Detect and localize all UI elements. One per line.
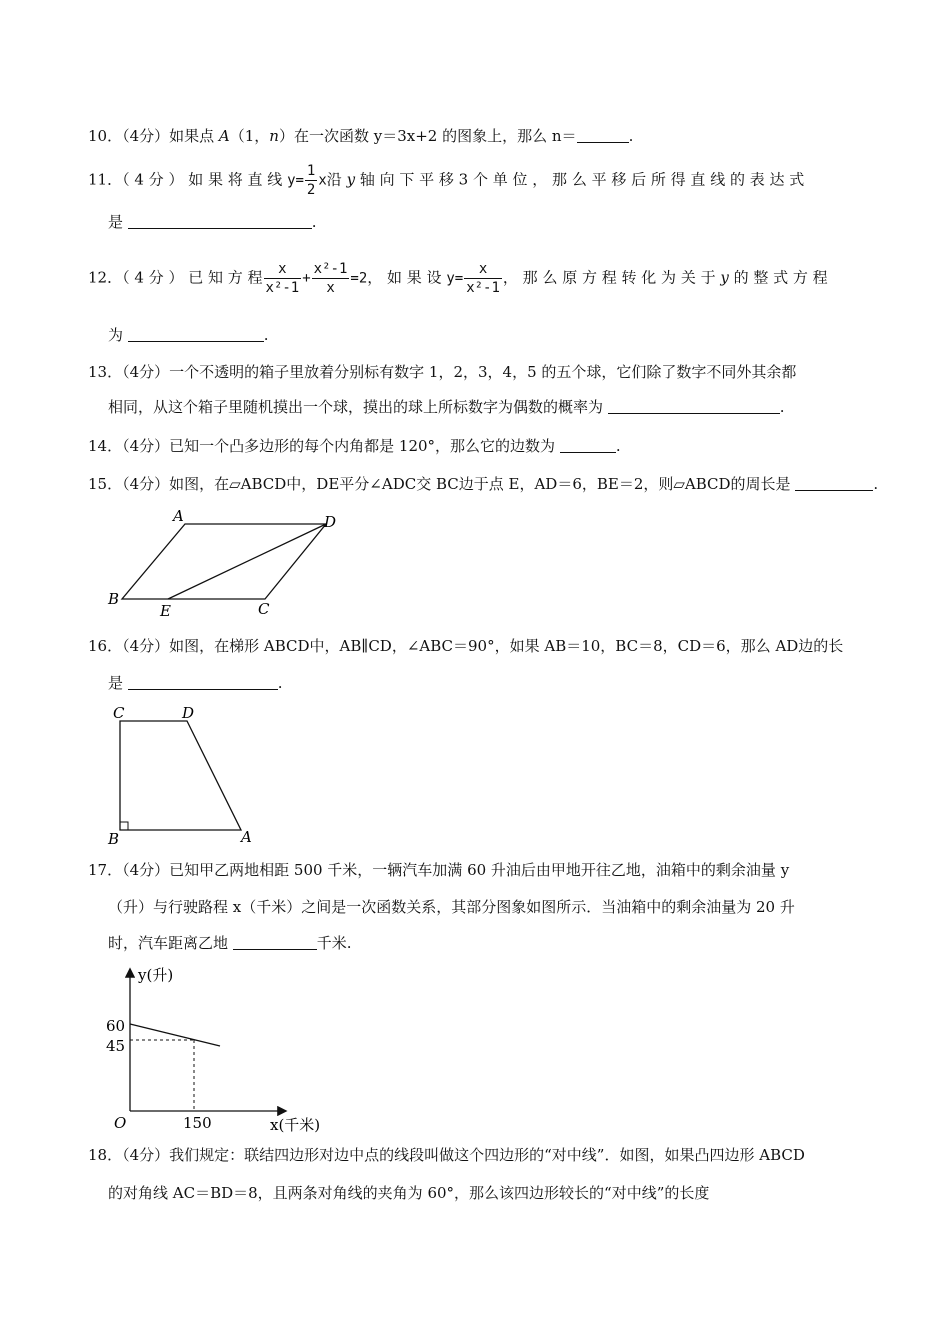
answer-blank[interactable] [128, 214, 312, 229]
question-17: 17．（4分）已知甲乙两地相距 500 千米，一辆汽车加满 60 升油后由甲地开往乙地，油箱中的剩余油量 y [88, 861, 790, 879]
tick-45: 45 [106, 1037, 126, 1055]
question-18-line2: 的对角线 AC＝BD＝8，且两条对角线的夹角为 60°，那么该四边形较长的“对中线”的长度 [108, 1184, 710, 1202]
question-14: 14．（4分）已知一个凸多边形的每个内角都是 120°，那么它的边数为 . [88, 437, 621, 455]
label-a: A [173, 507, 184, 525]
parallelogram-abcd [122, 524, 326, 599]
question-13: 13．（4分）一个不透明的箱子里放着分别标有数字 1，2，3，4，5 的五个球，它们除了数字不同外其余都 [88, 363, 797, 381]
label-d: D [324, 513, 337, 531]
answer-blank[interactable] [128, 327, 264, 342]
answer-blank[interactable] [128, 675, 278, 690]
tick-60: 60 [106, 1017, 126, 1035]
question-11: 11．（ 4 分 ） 如 果 将 直 线 y= $\frac{1}{2}$ x沿 y 轴 向 下 平 移 3 个 单 位 ， 那 么 平 移 后 所 得 直 线 的 表 达 式 [88, 163, 805, 198]
answer-blank[interactable] [233, 935, 317, 950]
question-16: 16．（4分）如图，在梯形 ABCD中，AB∥CD，∠ABC＝90°，如果 AB＝10，BC＝8，CD＝6，那么 AD边的长 [88, 637, 844, 655]
answer-blank[interactable] [577, 128, 629, 143]
answer-blank[interactable] [608, 399, 780, 414]
label-c: C [258, 600, 270, 618]
fuel-distance-graph [100, 958, 340, 1138]
segment-de [168, 524, 326, 599]
question-12-line2: 为 . [108, 326, 269, 344]
question-18: 18．（4分）我们规定：联结四边形对边中点的线段叫做这个四边形的“对中线”．如图，如果凸四边形 ABCD [88, 1146, 805, 1164]
fraction: $\frac{x}{\text{x²-1}}$ [466, 261, 500, 296]
tick-150: 150 [183, 1114, 212, 1132]
y-axis-label: y(升) [138, 966, 174, 984]
trapezoid-abcd [120, 721, 241, 830]
question-12: 12．（ 4 分 ） 已 知 方 程 $\frac{x}{\text{x²-1}}$ + $\frac{\text{x²-1}}{x}$ =2， 如 果 设 y= $\frac{x}{\text{x²-1}}$ ， 那 么 原 方 程 转 化 为 关 于 y 的 整 式 方 程 [88, 261, 828, 296]
origin-label: O [114, 1114, 127, 1132]
fuel-line [130, 1024, 220, 1046]
x-axis-label: x(千米) [270, 1116, 321, 1134]
right-angle-mark [120, 822, 128, 830]
answer-blank[interactable] [560, 438, 616, 453]
label-e: E [160, 602, 171, 620]
question-17-line3: 时，汽车距离乙地 千米. [108, 934, 352, 952]
fraction: $\frac{\text{x²-1}}{x}$ [313, 261, 348, 296]
question-13-line2: 相同，从这个箱子里随机摸出一个球，摸出的球上所标数字为偶数的概率为 . [108, 398, 785, 416]
label-b: B [108, 590, 120, 608]
label-b: B [108, 830, 120, 848]
question-11-line2: 是 . [108, 213, 317, 231]
answer-blank[interactable] [795, 476, 873, 491]
fraction: $\frac{1}{2}$ [306, 163, 316, 198]
label-a: A [241, 828, 252, 846]
question-17-line2: （升）与行驶路程 x（千米）之间是一次函数关系，其部分图象如图所示．当油箱中的剩余油量为 20 升 [108, 898, 795, 916]
question-15: 15．（4分）如图，在▱ABCD中，DE平分∠ADC交 BC边于点 E，AD＝6，BE＝2，则▱ABCD的周长是 . [88, 475, 879, 493]
question-10: 10．（4分）如果点 A（1，n）在一次函数 y＝3x+2 的图象上，那么 n＝ . [88, 127, 634, 145]
label-d: D [182, 704, 195, 722]
question-16-line2: 是 . [108, 674, 283, 692]
label-c: C [113, 704, 125, 722]
fraction: $\frac{x}{\text{x²-1}}$ [265, 261, 300, 296]
parallelogram-figure [100, 505, 350, 620]
trapezoid-figure [100, 700, 270, 850]
